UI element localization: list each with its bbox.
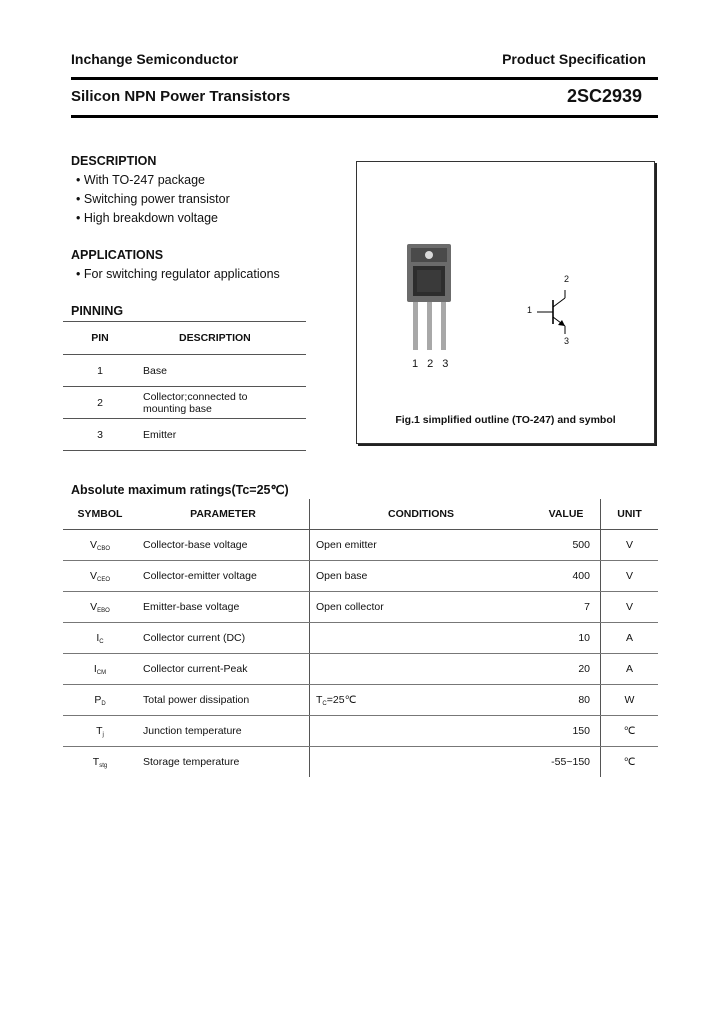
symbol-cell: $V_{CBO}$ <box>63 530 137 561</box>
parameter-cell: Junction temperature <box>137 716 310 747</box>
pin-description: Emitter <box>137 419 306 451</box>
table-row <box>63 592 658 623</box>
symbol-emitter-label: 3 <box>564 336 570 346</box>
conditions-cell <box>310 623 533 654</box>
value-cell: -55~150 <box>551 756 590 768</box>
parameter-cell: Storage temperature <box>143 756 240 768</box>
to247-package-image <box>405 242 455 352</box>
npn-transistor-symbol <box>537 290 577 334</box>
parameter-cell: Collector-emitter voltage <box>137 561 310 592</box>
symbol-cell: $I_{CM}$ <box>63 654 137 685</box>
table-row <box>63 623 658 654</box>
figure-caption: Fig.1 simplified outline (TO-247) and symbol <box>395 414 616 426</box>
table-row <box>63 685 658 716</box>
value-cell: 150 <box>532 716 601 747</box>
symbol-cell: $I_C$ <box>63 623 137 654</box>
package-pin-label: 3 <box>442 358 458 370</box>
pin-number: 2 <box>63 387 137 419</box>
part-number: 2SC2939 <box>566 86 642 106</box>
ratings-title: Absolute maximum ratings(Tc=25℃) <box>71 483 289 497</box>
parameter-cell: Collector current (DC) <box>137 623 310 654</box>
value-cell: 400 <box>532 561 601 592</box>
table-row <box>63 747 658 778</box>
table-row <box>63 387 306 419</box>
unit-cell: ℃ <box>601 716 659 747</box>
parameter-header: PARAMETER <box>137 499 310 530</box>
symbol-cell: $T_{stg}$ <box>92 755 108 769</box>
value-cell: 20 <box>532 654 601 685</box>
value-cell: 10 <box>532 623 601 654</box>
applications-title: APPLICATIONS <box>71 248 164 262</box>
value-cell: 7 <box>532 592 601 623</box>
ratings-table <box>63 499 658 777</box>
table-row <box>63 419 306 451</box>
pinning-title: PINNING <box>71 304 124 318</box>
value-header: VALUE <box>532 499 601 530</box>
unit-cell: A <box>601 654 659 685</box>
table-row <box>63 561 658 592</box>
unit-cell: ℃ <box>601 747 659 778</box>
symbol-collector-label: 2 <box>564 274 570 284</box>
package-pin-label: 1 <box>412 358 428 370</box>
conditions-cell: Open base <box>310 561 533 592</box>
pin-description: Collector;connected to mounting base <box>137 387 306 419</box>
table-row <box>63 530 658 561</box>
value-cell: 80 <box>532 685 601 716</box>
figure-box <box>356 161 655 444</box>
product-line: Silicon NPN Power Transistors <box>71 88 291 105</box>
description-item: • High breakdown voltage <box>76 211 218 225</box>
symbol-base-label: 1 <box>527 305 533 315</box>
conditions-cell: Open emitter <box>310 530 533 561</box>
header-rule-bottom <box>71 115 658 118</box>
symbol-cell: $T_j$ <box>63 716 137 747</box>
value-cell: 500 <box>532 530 601 561</box>
conditions-cell: Open collector <box>310 592 533 623</box>
symbol-cell: $P_D$ <box>63 685 137 716</box>
unit-cell: V <box>601 592 659 623</box>
pinning-table <box>63 321 306 451</box>
unit-cell: A <box>601 623 659 654</box>
parameter-cell: Emitter-base voltage <box>137 592 310 623</box>
symbol-header: SYMBOL <box>63 499 137 530</box>
company-name: Inchange Semiconductor <box>71 51 239 67</box>
table-row <box>63 654 658 685</box>
table-row <box>63 716 658 747</box>
pin-number: 3 <box>63 419 137 451</box>
conditions-cell <box>310 654 533 685</box>
conditions-cell: $T_C=25℃$ <box>310 685 533 716</box>
pin-description-header: DESCRIPTION <box>137 322 306 355</box>
description-item: • With TO-247 package <box>76 173 205 187</box>
unit-cell: V <box>601 530 659 561</box>
pin-description: Base <box>137 355 306 387</box>
conditions-cell <box>310 716 533 747</box>
applications-item: • For switching regulator applications <box>76 267 280 281</box>
header-rule-top <box>71 77 658 80</box>
package-pin-labels <box>412 358 457 370</box>
pin-number: 1 <box>63 355 137 387</box>
table-row <box>63 355 306 387</box>
description-title: DESCRIPTION <box>71 154 157 168</box>
parameter-cell: Collector current-Peak <box>137 654 310 685</box>
unit-header: UNIT <box>601 499 659 530</box>
parameter-cell: Collector-base voltage <box>137 530 310 561</box>
conditions-cell <box>310 747 533 778</box>
document-type: Product Specification <box>502 51 646 67</box>
parameter-cell: Total power dissipation <box>137 685 310 716</box>
conditions-header: CONDITIONS <box>310 499 533 530</box>
symbol-cell: $V_{EBO}$ <box>63 592 137 623</box>
unit-cell: W <box>601 685 659 716</box>
description-item: • Switching power transistor <box>76 192 230 206</box>
symbol-cell: $V_{CEO}$ <box>63 561 137 592</box>
unit-cell: V <box>601 561 659 592</box>
package-pin-label: 2 <box>427 358 443 370</box>
pin-header: PIN <box>63 322 137 355</box>
